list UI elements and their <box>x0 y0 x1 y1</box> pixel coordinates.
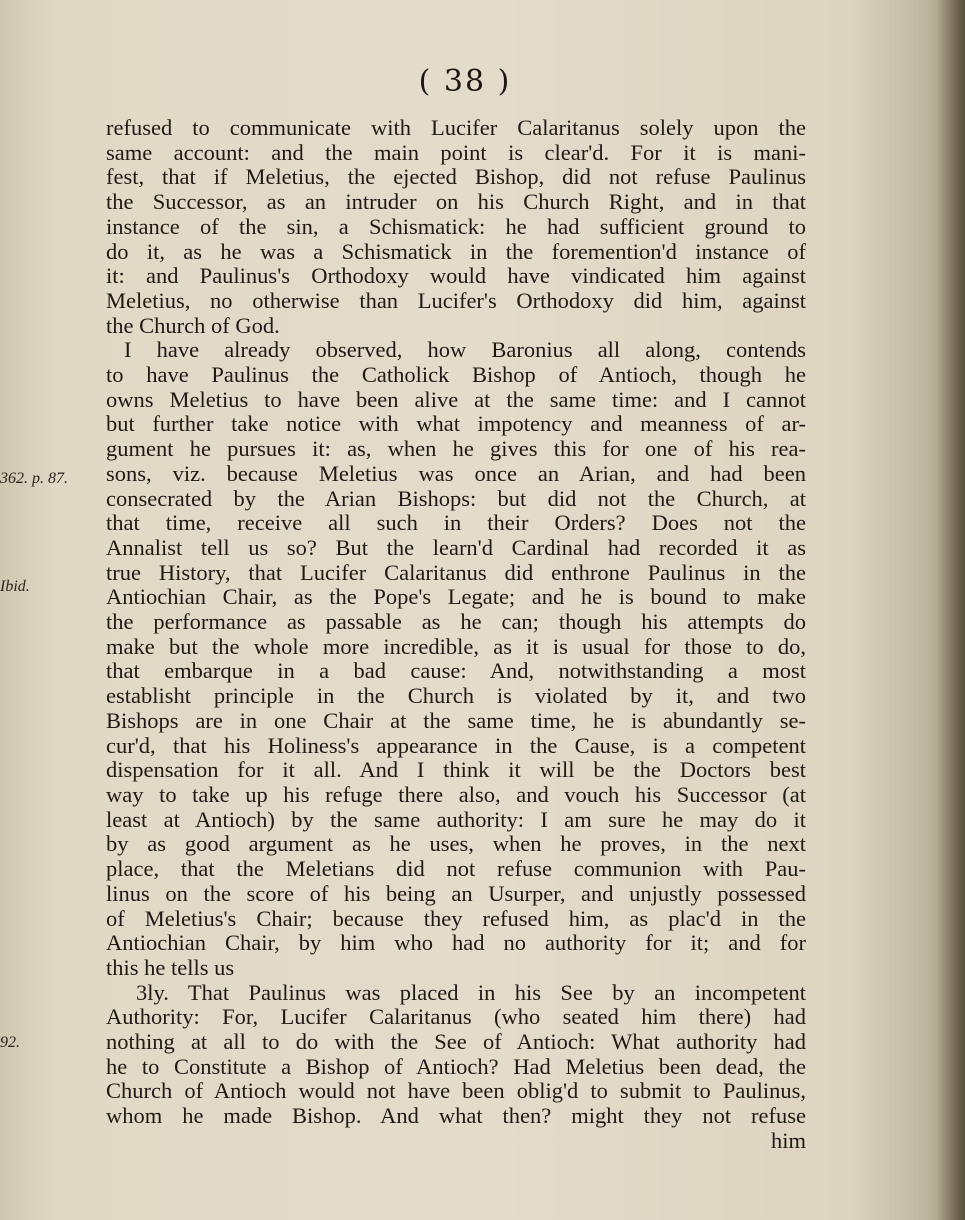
text-line: 3ly. That Paulinus was placed in his See by an incompetent <box>136 979 806 1005</box>
text-line: consecrated by the Arian Bishops: but did not the Church, at <box>106 485 806 511</box>
text-line: place, that the Meletians did not refuse communion with Pau- <box>106 856 806 882</box>
text-line: Antiochian Chair, as the Pope's Legate; and he is bound to make <box>106 584 806 610</box>
text-line: refused to communicate with Lucifer Calaritanus solely upon the <box>106 115 806 140</box>
page-edge-shadow <box>937 0 965 1220</box>
text-line: Antiochian Chair, by him who had no authority for it; and for <box>106 930 806 956</box>
page-number: ( 38 ) <box>418 64 512 99</box>
text-line: that embarque in a bad cause: And, notwithstanding a most <box>106 658 806 684</box>
text-line: way to take up his refuge there also, and vouch his Successor (at <box>106 781 806 807</box>
margin-note-ref-92: 92. <box>0 1034 20 1051</box>
catchword: him <box>770 1127 806 1153</box>
text-line: Meletius, no otherwise than Lucifer's Orthodoxy did him, against <box>106 287 806 313</box>
text-line: true History, that Lucifer Calaritanus did enthrone Paulinus in the <box>106 559 806 585</box>
text-line: same account: and the main point is clear'd. For it is mani- <box>106 139 806 165</box>
text-line: least at Antioch) by the same authority: I am sure he may do it <box>106 806 806 832</box>
text-line: do it, as he was a Schismatick in the foremention'd instance of <box>106 238 806 264</box>
text-line: he to Constitute a Bishop of Antioch? Had Meletius been dead, the <box>106 1053 806 1079</box>
text-line: fest, that if Meletius, the ejected Bishop, did not refuse Paulinus <box>106 164 806 190</box>
text-line: linus on the score of his being an Usurper, and unjustly possessed <box>106 880 806 906</box>
text-line: Church of Antioch would not have been oblig'd to submit to Paulinus, <box>106 1078 806 1104</box>
text-line: establisht principle in the Church is violated by it, and two <box>106 683 806 709</box>
text-line: this he tells us <box>106 954 235 980</box>
text-line: the Successor, as an intruder on his Church Right, and in that <box>106 189 806 215</box>
body-text <box>106 116 806 1154</box>
text-line: dispensation for it all. And I think it will be the Doctors best <box>106 757 806 783</box>
text-line: Bishops are in one Chair at the same time, he is abundantly se- <box>106 707 806 733</box>
text-line: by as good argument as he uses, when he proves, in the next <box>106 831 806 857</box>
margin-note-ref-362: 362. p. 87. <box>0 470 68 487</box>
text-line: the performance as passable as he can; though his attempts do <box>106 609 806 635</box>
text-line: Annalist tell us so? But the learn'd Cardinal had recorded it as <box>106 534 806 560</box>
text-line: make but the whole more incredible, as it is usual for those to do, <box>106 633 806 659</box>
margin-note-ref-ibid: Ibid. <box>0 578 30 595</box>
text-line: I have already observed, how Baronius all along, contends <box>124 337 806 363</box>
text-line: instance of the sin, a Schismatick: he had sufficient ground to <box>106 213 806 239</box>
text-line: nothing at all to do with the See of Antioch: What authority had <box>106 1029 806 1055</box>
text-line: whom he made Bishop. And what then? might they not refuse <box>106 1103 806 1129</box>
text-line: the Church of God. <box>106 312 280 338</box>
text-line: sons, viz. because Meletius was once an Arian, and had been <box>106 460 806 486</box>
text-line: it: and Paulinus's Orthodoxy would have vindicated him against <box>106 263 806 289</box>
text-line: but further take notice with what impotency and meanness of ar- <box>106 411 806 437</box>
text-line: owns Meletius to have been alive at the same time: and I cannot <box>106 386 806 412</box>
text-line: Authority: For, Lucifer Calaritanus (who seated him there) had <box>106 1004 806 1030</box>
text-line: to have Paulinus the Catholick Bishop of Antioch, though he <box>106 362 806 388</box>
text-line: of Meletius's Chair; because they refused him, as plac'd in the <box>106 905 806 931</box>
text-line: cur'd, that his Holiness's appearance in the Cause, is a competent <box>106 732 806 758</box>
text-line: gument he pursues it: as, when he gives this for one of his rea- <box>106 436 806 462</box>
text-line: that time, receive all such in their Orders? Does not the <box>106 510 806 536</box>
